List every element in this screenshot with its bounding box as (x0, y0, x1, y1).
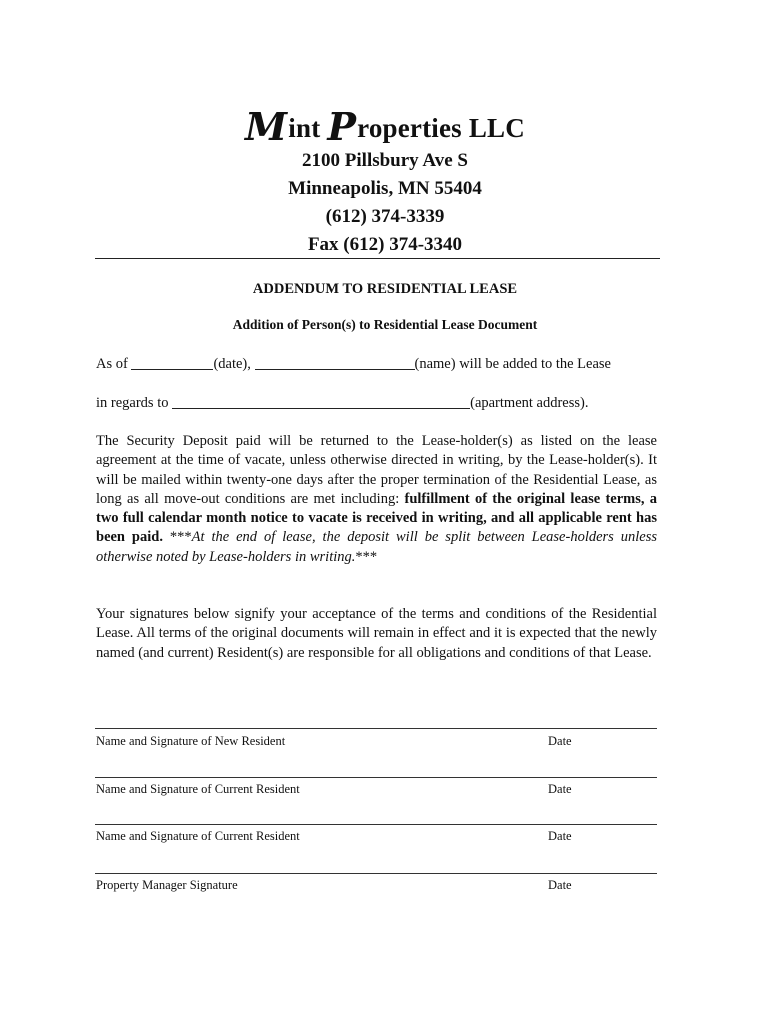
signature-label-property-manager: Property Manager Signature (96, 878, 238, 892)
date-blank[interactable] (131, 356, 213, 370)
security-deposit-paragraph (96, 432, 657, 567)
company-name-part1: int (288, 113, 321, 143)
signature-label-new-resident: Name and Signature of New Resident (96, 734, 286, 748)
signature-label-current-resident-1: Name and Signature of Current Resident (96, 782, 300, 796)
date-label-new-resident: Date (548, 734, 572, 748)
phone-number: (612) 374-3339 (325, 206, 445, 227)
date-label-current-resident-2: Date (548, 829, 572, 843)
date-label-property-manager: Date (548, 878, 572, 892)
company-initial-m: M (245, 104, 288, 149)
signature-line-property-manager[interactable] (95, 873, 657, 874)
address-line-1: 2100 Pillsbury Ave S (302, 150, 468, 171)
address-line-2: Minneapolis, MN 55404 (288, 178, 482, 199)
deposit-split-note: At the end of lease, the deposit will be split between Lease-holders unless otherwise noted by Lease-holders in writing. (96, 529, 657, 565)
acceptance-paragraph: Your signatures below signify your acceptance of the terms and conditions of the Residential Lease. All terms of the original documents will remain in effect and it is expected that the newly named (and current) Resident(s) are responsible for all obligations and conditions of that Lease. (96, 606, 657, 661)
signature-line-current-resident-2[interactable] (95, 824, 657, 825)
note-suffix: *** (355, 548, 378, 565)
apartment-address-label: (apartment address). (470, 395, 589, 411)
signature-line-current-resident-1[interactable] (95, 777, 657, 778)
in-regards-to-text: in regards to (96, 395, 169, 411)
date-label: (date), (213, 356, 251, 372)
deposit-conditions-bold: fulfillment of the original lease terms, a two full calendar month notice to vacate is received in writing, and all applicable rent has been paid. (96, 490, 658, 546)
as-of-line (96, 356, 611, 373)
header-divider (95, 258, 660, 259)
note-prefix: *** (169, 529, 192, 546)
signature-line-new-resident[interactable] (95, 728, 657, 729)
fax-number: Fax (612) 374-3340 (307, 234, 463, 255)
company-name (0, 104, 770, 149)
document-title: ADDENDUM TO RESIDENTIAL LEASE (252, 281, 518, 297)
as-of-text: As of (96, 356, 128, 372)
address-line (96, 395, 588, 412)
apartment-address-blank[interactable] (172, 395, 470, 409)
signature-label-current-resident-2: Name and Signature of Current Resident (96, 829, 300, 843)
document-subtitle: Addition of Person(s) to Residential Lease Document (232, 317, 538, 332)
company-name-part2: roperties LLC (357, 113, 525, 143)
date-label-current-resident-1: Date (548, 782, 572, 796)
deposit-text: The Security Deposit paid will be returned to the Lease-holder(s) as listed on the lease agreement at the time of vacate, unless otherwise directed in writing, by the Lease-holder(s). It will be mailed within twenty-one days after the proper termination of the Residential Lease, as long as all move-out conditions are met including: (96, 433, 657, 507)
name-label: (name) will be added to the Lease (414, 356, 611, 372)
name-blank[interactable] (255, 356, 415, 370)
company-initial-p: P (327, 104, 357, 149)
